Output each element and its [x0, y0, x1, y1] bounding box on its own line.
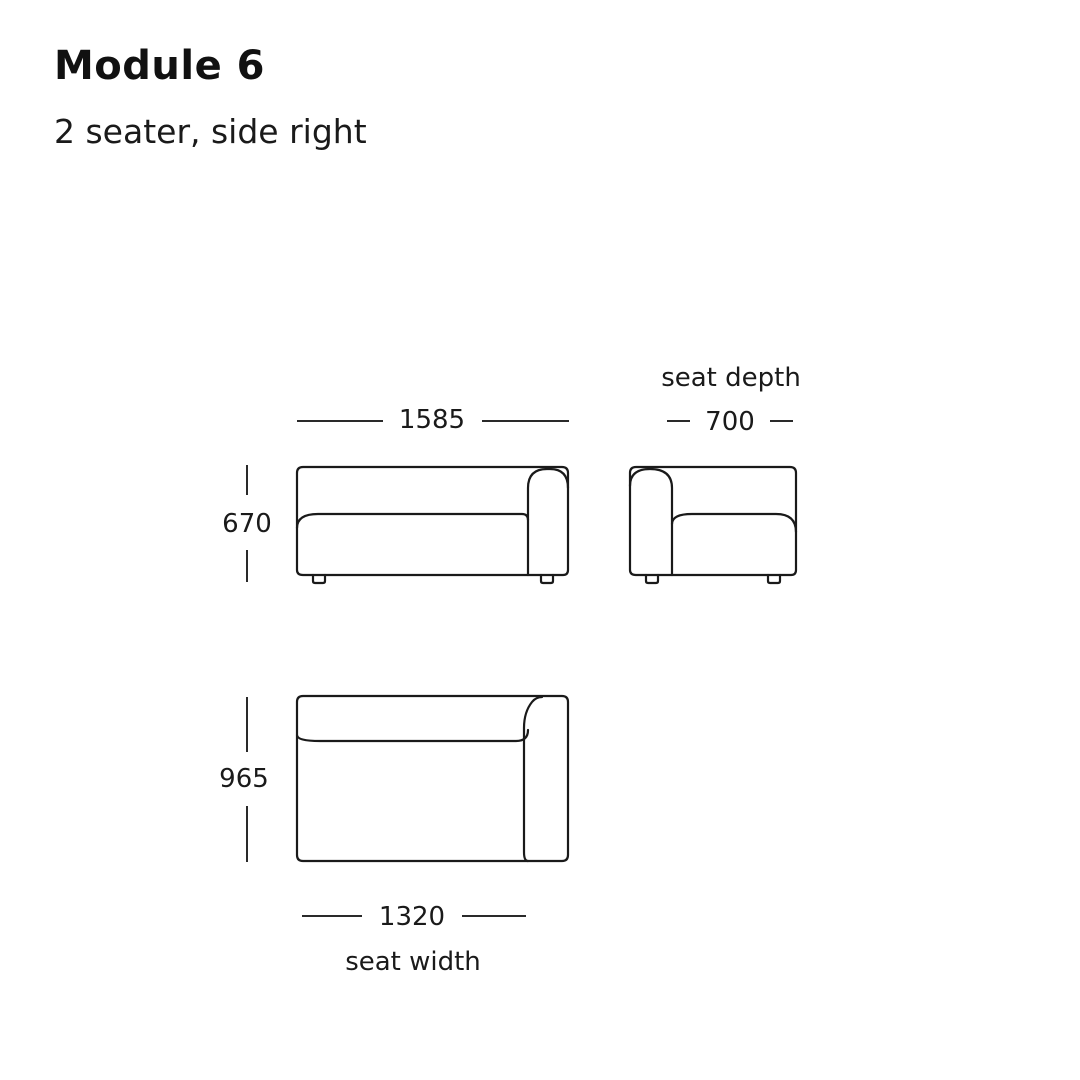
side-view-seat-cushion: [672, 514, 796, 532]
page-title: Module 6: [54, 43, 265, 89]
seat-width-label: 1320: [378, 902, 446, 932]
front-view-seat-cushion: [297, 514, 528, 528]
height-label: 670: [222, 509, 272, 539]
top-view-frame: [297, 696, 568, 861]
seat-depth-caption: seat depth: [661, 363, 801, 393]
top-view: [219, 696, 568, 977]
side-view-foot-left: [646, 575, 658, 583]
front-view-foot-left: [313, 575, 325, 583]
side-view: [630, 363, 801, 583]
front-view-foot-right: [541, 575, 553, 583]
overall-width-label: 1585: [398, 405, 466, 435]
side-view-foot-right: [768, 575, 780, 583]
top-view-arm: [524, 697, 542, 861]
page-subtitle: 2 seater, side right: [54, 112, 367, 151]
side-view-backrest: [630, 469, 672, 575]
front-view-arm: [528, 469, 568, 575]
depth-label: 965: [219, 764, 269, 794]
front-view: [222, 405, 569, 583]
seat-depth-label: 700: [705, 407, 755, 437]
top-view-backrest: [297, 730, 528, 741]
seat-width-caption: seat width: [345, 947, 481, 977]
side-view-frame: [630, 467, 796, 575]
